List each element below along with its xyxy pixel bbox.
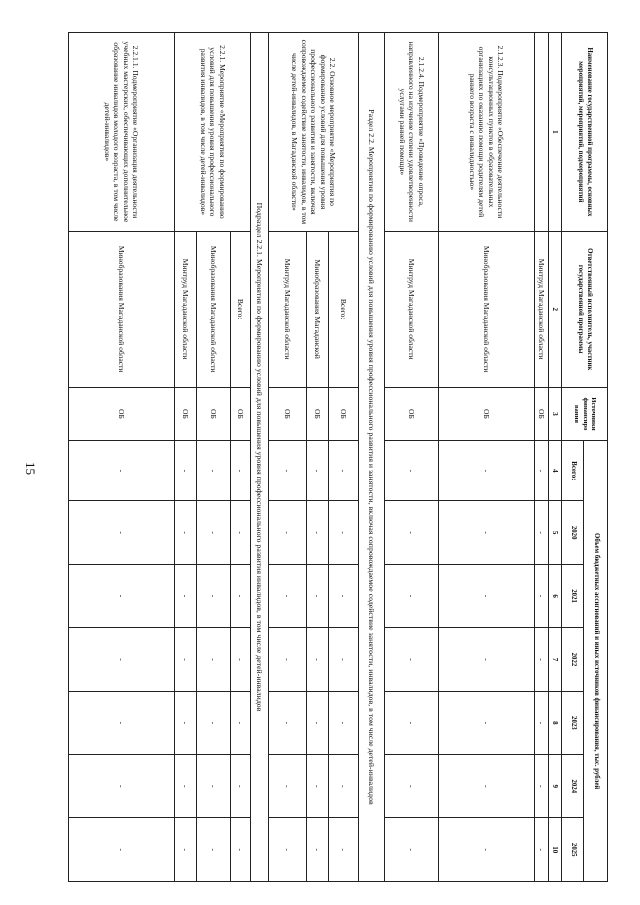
row-source: ОБ (231, 387, 251, 441)
row-name: 2.2. Основное мероприятие «Мероприятия по формированию условий для повышения уровня профессионального развития и занятости, включая сопровождаемое содействие занятости, инвалидов, в том числе детей-инвалидов, в Магаданской области» (269, 33, 359, 232)
value-cell: - (197, 564, 231, 627)
value-cell: - (69, 691, 175, 754)
value-cell: - (175, 818, 197, 882)
value-cell: - (231, 818, 251, 882)
value-cell: - (439, 441, 535, 501)
value-cell: - (197, 441, 231, 501)
value-cell: - (69, 818, 175, 882)
row-executor: Минобразования Магаданской области (439, 231, 535, 387)
value-cell: - (197, 691, 231, 754)
header-volume: Объем бюджетных ассигнований и иных источников финансирования, тыс. рублей (584, 441, 608, 882)
row-executor: Всего: (329, 231, 359, 387)
header-sources: Источники финансиро вания (562, 387, 608, 441)
row-source: ОБ (439, 387, 535, 441)
value-cell: - (535, 628, 549, 691)
column-number: 5 (549, 501, 562, 564)
value-cell: - (307, 691, 329, 754)
value-cell: - (197, 501, 231, 564)
row-executor: Минтруд Магаданской области (175, 231, 197, 387)
row-source: ОБ (69, 387, 175, 441)
value-cell: - (175, 564, 197, 627)
value-cell: - (329, 564, 359, 627)
value-cell: - (439, 818, 535, 882)
value-cell: - (269, 628, 307, 691)
value-cell: - (329, 755, 359, 818)
value-cell: - (69, 628, 175, 691)
value-cell: - (385, 441, 439, 501)
value-cell: - (535, 818, 549, 882)
section-heading: Раздел 2.2. Мероприятия по формированию условий для повышения уровня профессионального развития и занятости, включая сопровождаемое содействие занятости, инвалидов, в том числе детей-инвалидов (359, 33, 385, 882)
value-cell: - (385, 755, 439, 818)
value-cell: - (329, 501, 359, 564)
value-cell: - (269, 501, 307, 564)
value-cell: - (175, 441, 197, 501)
column-number: 9 (549, 755, 562, 818)
row-source: ОБ (535, 387, 549, 441)
header-year: 2022 (562, 628, 584, 691)
row-executor: Минобразования Магаданской области (69, 231, 175, 387)
value-cell: - (197, 628, 231, 691)
value-cell: - (535, 441, 549, 501)
header-year: 2025 (562, 818, 584, 882)
value-cell: - (307, 441, 329, 501)
value-cell: - (269, 691, 307, 754)
column-number: 4 (549, 441, 562, 501)
value-cell: - (535, 691, 549, 754)
header-year: 2021 (562, 564, 584, 627)
value-cell: - (269, 818, 307, 882)
value-cell: - (385, 691, 439, 754)
row-source: ОБ (175, 387, 197, 441)
row-name: 2.2.1. Мероприятие «Мероприятия по формированию условий для повышения уровня профессионального развития инвалидов, в том числе детей-инвалидов» (175, 33, 251, 232)
row-name: 2.2.1.1. Подмероприятие «Организация деятельности учебных мастерских, обеспечивающих дополнительное образование инвалидов молодого возраста, в том числе детей-инвалидов» (69, 33, 175, 232)
row-executor: Минобразования Магаданской области (197, 231, 231, 387)
subsection-heading: Подраздел 2.2.1. Мероприятия по формированию условий для повышения уровня профессионального развития инвалидов, в том числе детей-инвалидов (251, 33, 269, 882)
value-cell: - (231, 501, 251, 564)
row-source: ОБ (269, 387, 307, 441)
value-cell: - (307, 755, 329, 818)
value-cell: - (329, 818, 359, 882)
value-cell: - (385, 564, 439, 627)
column-number: 1 (549, 33, 562, 232)
value-cell: - (231, 755, 251, 818)
value-cell: - (69, 564, 175, 627)
value-cell: - (307, 501, 329, 564)
value-cell: - (231, 564, 251, 627)
header-executor: Ответственный исполнитель, участник государственной программы (562, 231, 608, 387)
header-total: Всего: (562, 441, 584, 501)
value-cell: - (535, 755, 549, 818)
row-name-empty (535, 33, 549, 232)
value-cell: - (197, 755, 231, 818)
budget-table (68, 32, 608, 882)
row-name: 2.1.2.4. Подмероприятие «Проведение опроса, направленного на изучение степени удовлетворенности услугами ранней помощи» (385, 33, 439, 232)
value-cell: - (231, 691, 251, 754)
value-cell: - (439, 691, 535, 754)
value-cell: - (197, 818, 231, 882)
row-executor: Всего: (231, 231, 251, 387)
budget-table-container (68, 32, 608, 882)
page-number: 15 (23, 462, 38, 475)
value-cell: - (439, 755, 535, 818)
value-cell: - (385, 818, 439, 882)
value-cell: - (307, 628, 329, 691)
value-cell: - (69, 501, 175, 564)
value-cell: - (69, 441, 175, 501)
value-cell: - (269, 755, 307, 818)
value-cell: - (535, 564, 549, 627)
header-year: 2023 (562, 691, 584, 754)
row-executor: Минтруд Магаданской области (385, 231, 439, 387)
row-source: ОБ (329, 387, 359, 441)
header-name: Наименование государственной программы, основных мероприятий, мероприятий, подмероприятий (562, 33, 608, 232)
value-cell: - (175, 501, 197, 564)
value-cell: - (535, 501, 549, 564)
column-number: 3 (549, 387, 562, 441)
value-cell: - (175, 628, 197, 691)
column-number: 8 (549, 691, 562, 754)
header-year: 2020 (562, 501, 584, 564)
column-number: 2 (549, 231, 562, 387)
value-cell: - (175, 691, 197, 754)
row-name: 2.1.2.3. Подмероприятие «Обеспечение деятельности консультационных пунктов в образовательных организациях по оказанию помощи родителям детей раннего возраста с инвалидностью» (439, 33, 535, 232)
value-cell: - (231, 441, 251, 501)
value-cell: - (307, 564, 329, 627)
row-executor: Минтруд Магаданской области (269, 231, 307, 387)
value-cell: - (269, 441, 307, 501)
value-cell: - (439, 501, 535, 564)
header-year: 2024 (562, 755, 584, 818)
value-cell: - (385, 628, 439, 691)
value-cell: - (307, 818, 329, 882)
value-cell: - (439, 564, 535, 627)
value-cell: - (439, 628, 535, 691)
value-cell: - (69, 755, 175, 818)
row-executor: Минобразования Магаданской (307, 231, 329, 387)
row-source: ОБ (307, 387, 329, 441)
column-number: 7 (549, 628, 562, 691)
value-cell: - (269, 564, 307, 627)
column-number: 6 (549, 564, 562, 627)
row-source: ОБ (197, 387, 231, 441)
value-cell: - (385, 501, 439, 564)
value-cell: - (175, 755, 197, 818)
value-cell: - (329, 628, 359, 691)
value-cell: - (329, 691, 359, 754)
value-cell: - (231, 628, 251, 691)
row-executor: Минтруд Магаданской области (535, 231, 549, 387)
column-number: 10 (549, 818, 562, 882)
row-source: ОБ (385, 387, 439, 441)
value-cell: - (329, 441, 359, 501)
